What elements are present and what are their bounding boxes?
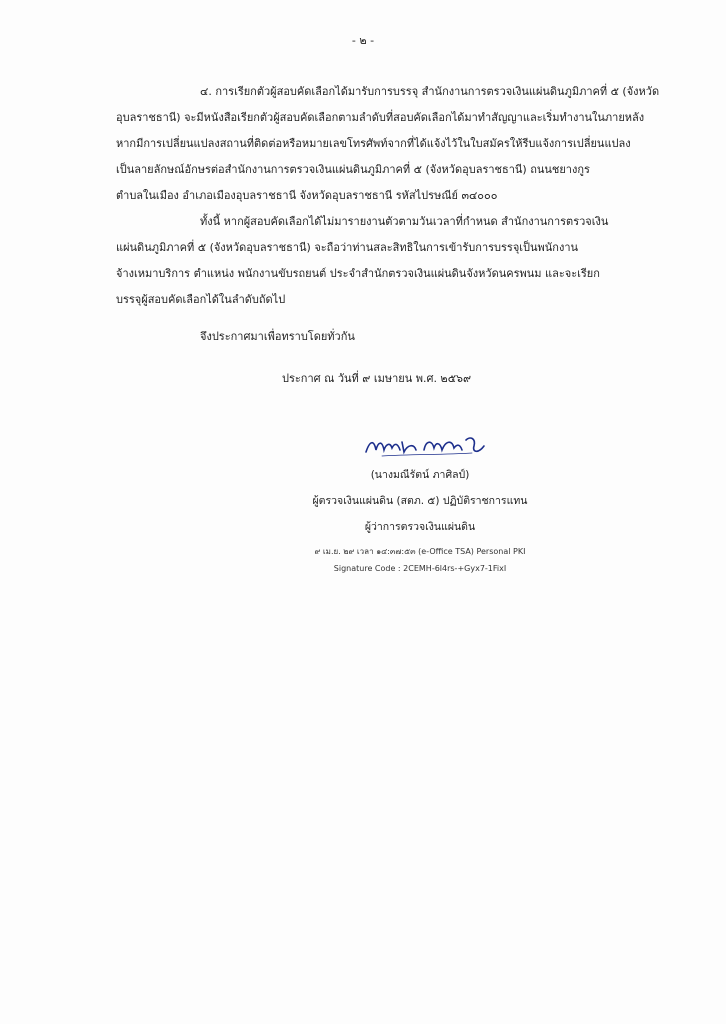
paragraph-line: ตำบลในเมือง อำเภอเมืองอุบลราชธานี จังหวัดอุบลราชธานี รหัสไปรษณีย์ ๓๔๐๐๐ bbox=[116, 189, 498, 202]
paragraph-line: บรรจุผู้สอบคัดเลือกได้ในลำดับถัดไป bbox=[116, 293, 286, 306]
paragraph-line: เป็นลายลักษณ์อักษรต่อสำนักงานการตรวจเงินแผ่นดินภูมิภาคที่ ๕ (จังหวัดอุบลราชธานี) ถนนชยางกูร bbox=[116, 163, 590, 176]
paragraph-line: หากมีการเปลี่ยนแปลงสถานที่ติดต่อหรือหมายเลขโทรศัพท์จากที่ได้แจ้งไว้ในใบสมัครให้รีบแจ้งการเปลี่ยนแปลง bbox=[116, 137, 631, 150]
paragraph-line: ๔. การเรียกตัวผู้สอบคัดเลือกได้มารับการบรรจุ สำนักงานการตรวจเงินแผ่นดินภูมิภาคที่ ๕ (จังหวัด bbox=[200, 85, 660, 98]
closing-statement: จึงประกาศมาเพื่อทราบโดยทั่วกัน bbox=[200, 330, 355, 343]
e-signature-timestamp: ๙ เม.ย. ๒๙ เวลา ๑๔:๓๗:๕๓ (e-Office TSA) Personal PKI bbox=[314, 547, 526, 556]
page-number: - ๒ - bbox=[351, 34, 375, 47]
handwritten-signature bbox=[362, 432, 492, 460]
e-signature-code: Signature Code : 2CEMH-6l4rs-+Gyx7-1FixI bbox=[333, 564, 507, 573]
announcement-date: ประกาศ ณ วันที่ ๙ เมษายน พ.ศ. ๒๕๖๙ bbox=[282, 372, 472, 385]
signer-name: (นางมณีรัตน์ ภาศิลป์) bbox=[370, 469, 470, 481]
paragraph-line: ทั้งนี้ หากผู้สอบคัดเลือกได้ไม่มารายงานตัวตามวันเวลาที่กำหนด สำนักงานการตรวจเงิน bbox=[200, 215, 609, 228]
signer-title-2: ผู้ว่าการตรวจเงินแผ่นดิน bbox=[364, 521, 476, 533]
paragraph-line: แผ่นดินภูมิภาคที่ ๕ (จังหวัดอุบลราชธานี) จะถือว่าท่านสละสิทธิในการเข้ารับการบรรจุเป็นพนักงาน bbox=[116, 241, 579, 254]
signer-title: ผู้ตรวจเงินแผ่นดิน (สตภ. ๕) ปฏิบัติราชการแทน bbox=[312, 495, 528, 507]
paragraph-line: อุบลราชธานี) จะมีหนังสือเรียกตัวผู้สอบคัดเลือกตามลำดับที่สอบคัดเลือกได้มาทำสัญญาและเริ่มทำงานในภายหลัง bbox=[116, 111, 645, 124]
paragraph-line: จ้างเหมาบริการ ตำแหน่ง พนักงานขับรถยนต์ ประจำสำนักตรวจเงินแผ่นดินจังหวัดนครพนม และจะเรียก bbox=[116, 267, 600, 280]
